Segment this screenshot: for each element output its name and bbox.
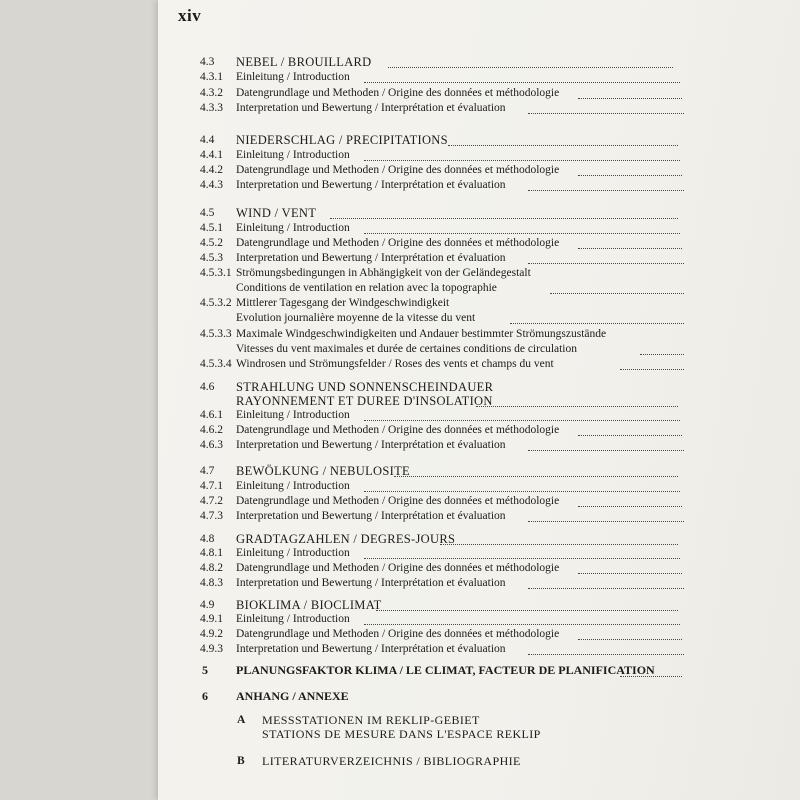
toc-title: Datengrundlage und Methoden / Origine des données et méthodologie [236, 87, 560, 99]
toc-title: NIEDERSCHLAG / PRECIPITATIONS [236, 133, 448, 147]
toc-title: NEBEL / BROUILLARD [236, 55, 372, 69]
toc-number: 4.3.1 [200, 71, 223, 83]
toc-title: Interpretation und Bewertung / Interprétation et évaluation [236, 577, 506, 589]
toc-title: Maximale Windgeschwindigkeiten und Andauer bestimmter Strömungszustände [236, 328, 607, 340]
toc-number: 4.9.3 [200, 643, 223, 655]
toc-number: 4.5.2 [200, 237, 223, 249]
leader-dots [364, 558, 680, 559]
toc-title-fr: Evolution journalière moyenne de la vitesse du vent [236, 312, 476, 324]
table-of-contents [158, 0, 800, 800]
toc-title: PLANUNGSFAKTOR KLIMA / LE CLIMAT, FACTEUR DE PLANIFICATION [236, 663, 655, 677]
leader-dots [578, 175, 682, 176]
toc-title: Einleitung / Introduction [236, 613, 350, 625]
leader-dots [476, 406, 678, 407]
toc-title: BEWÖLKUNG / NEBULOSITE [236, 464, 410, 478]
toc-number: 4.5.3.1 [200, 267, 232, 279]
leader-dots [330, 218, 678, 219]
toc-number: 4.7.2 [200, 495, 223, 507]
leader-dots [528, 588, 684, 589]
leader-dots [528, 654, 684, 655]
toc-number: A [237, 714, 246, 726]
toc-title: Einleitung / Introduction [236, 547, 350, 559]
leader-dots [440, 544, 678, 545]
toc-title: Windrosen und Strömungsfelder / Roses des vents et champs du vent [236, 358, 554, 370]
toc-title: Einleitung / Introduction [236, 222, 350, 234]
toc-title: Mittlerer Tagesgang der Windgeschwindigkeit [236, 297, 450, 309]
toc-number: 4.4.3 [200, 179, 223, 191]
toc-title: Interpretation und Bewertung / Interprétation et évaluation [236, 510, 506, 522]
toc-title: Einleitung / Introduction [236, 71, 350, 83]
toc-title: Interpretation und Bewertung / Interprétation et évaluation [236, 252, 506, 264]
toc-title: GRADTAGZAHLEN / DEGRES-JOURS [236, 532, 456, 546]
toc-number: 4.3.2 [200, 87, 223, 99]
leader-dots [364, 420, 680, 421]
toc-number: 4.8 [200, 533, 215, 545]
toc-title: WIND / VENT [236, 206, 317, 220]
toc-number: 4.5.3 [200, 252, 223, 264]
toc-number: 4.6.1 [200, 409, 223, 421]
toc-number: 4.8.1 [200, 547, 223, 559]
toc-title: BIOKLIMA / BIOCLIMAT [236, 598, 382, 612]
toc-title: Datengrundlage und Methoden / Origine des données et méthodologie [236, 237, 560, 249]
toc-title: Einleitung / Introduction [236, 149, 350, 161]
toc-number: 4.7 [200, 465, 215, 477]
toc-title: Einleitung / Introduction [236, 409, 350, 421]
leader-dots [620, 676, 682, 677]
leader-dots [578, 435, 682, 436]
book-page [158, 0, 800, 800]
toc-number: 4.5.3.4 [200, 358, 232, 370]
toc-number: 4.4.1 [200, 149, 223, 161]
leader-dots [578, 639, 682, 640]
leader-dots [376, 610, 678, 611]
page-number: xiv [178, 6, 202, 25]
toc-number: 5 [202, 663, 208, 677]
toc-title: Einleitung / Introduction [236, 480, 350, 492]
leader-dots [364, 624, 680, 625]
toc-number: B [237, 755, 245, 767]
toc-title: Datengrundlage und Methoden / Origine des données et méthodologie [236, 424, 560, 436]
toc-number: 4.5.1 [200, 222, 223, 234]
leader-dots [640, 354, 684, 355]
toc-title: ANHANG / ANNEXE [236, 689, 349, 703]
toc-title: Strömungsbedingungen in Abhängigkeit von der Geländegestalt [236, 267, 531, 279]
toc-number: 4.3.3 [200, 102, 223, 114]
leader-dots [528, 263, 684, 264]
toc-number: 4.8.2 [200, 562, 223, 574]
toc-title: Interpretation und Bewertung / Interprétation et évaluation [236, 102, 506, 114]
toc-title: Interpretation und Bewertung / Interprétation et évaluation [236, 439, 506, 451]
leader-dots [620, 369, 684, 370]
toc-number: 4.4.2 [200, 164, 223, 176]
toc-number: 4.3 [200, 56, 215, 68]
leader-dots [394, 476, 678, 477]
toc-title-fr: Conditions de ventilation en relation avec la topographie [236, 282, 497, 294]
toc-number: 6 [202, 689, 208, 703]
leader-dots [528, 113, 684, 114]
toc-number: 4.6 [200, 381, 215, 393]
toc-title: Interpretation und Bewertung / Interprétation et évaluation [236, 643, 506, 655]
leader-dots [578, 573, 682, 574]
toc-number: 4.8.3 [200, 577, 223, 589]
toc-title: MESSSTATIONEN IM REKLIP-GEBIET [262, 713, 480, 727]
toc-title: Interpretation und Bewertung / Interprétation et évaluation [236, 179, 506, 191]
leader-dots [550, 293, 684, 294]
leader-dots [510, 323, 684, 324]
leader-dots [578, 248, 682, 249]
leader-dots [448, 145, 678, 146]
leader-dots [528, 521, 684, 522]
toc-number: 4.5.3.3 [200, 328, 232, 340]
toc-number: 4.6.3 [200, 439, 223, 451]
toc-title-fr: STATIONS DE MESURE DANS L'ESPACE REKLIP [262, 727, 541, 741]
toc-title-fr: RAYONNEMENT ET DUREE D'INSOLATION [236, 394, 493, 408]
toc-number: 4.7.3 [200, 510, 223, 522]
toc-title: Datengrundlage und Methoden / Origine des données et méthodologie [236, 495, 560, 507]
leader-dots [578, 98, 682, 99]
toc-number: 4.9.2 [200, 628, 223, 640]
leader-dots [578, 506, 682, 507]
toc-number: 4.4 [200, 134, 215, 146]
toc-number: 4.9 [200, 599, 215, 611]
leader-dots [364, 82, 680, 83]
leader-dots [388, 67, 673, 68]
leader-dots [364, 160, 680, 161]
leader-dots [364, 233, 680, 234]
toc-number: 4.5.3.2 [200, 297, 232, 309]
leader-dots [528, 190, 684, 191]
leader-dots [364, 491, 680, 492]
toc-title: LITERATURVERZEICHNIS / BIBLIOGRAPHIE [262, 754, 521, 768]
toc-number: 4.6.2 [200, 424, 223, 436]
toc-number: 4.9.1 [200, 613, 223, 625]
toc-title: Datengrundlage und Methoden / Origine des données et méthodologie [236, 628, 560, 640]
toc-number: 4.5 [200, 207, 215, 219]
toc-title: Datengrundlage und Methoden / Origine des données et méthodologie [236, 562, 560, 574]
toc-number: 4.7.1 [200, 480, 223, 492]
toc-title: Datengrundlage und Methoden / Origine des données et méthodologie [236, 164, 560, 176]
toc-title: STRAHLUNG UND SONNENSCHEINDAUER [236, 380, 494, 394]
leader-dots [528, 450, 684, 451]
toc-title-fr: Vitesses du vent maximales et durée de certaines conditions de circulation [236, 343, 578, 355]
